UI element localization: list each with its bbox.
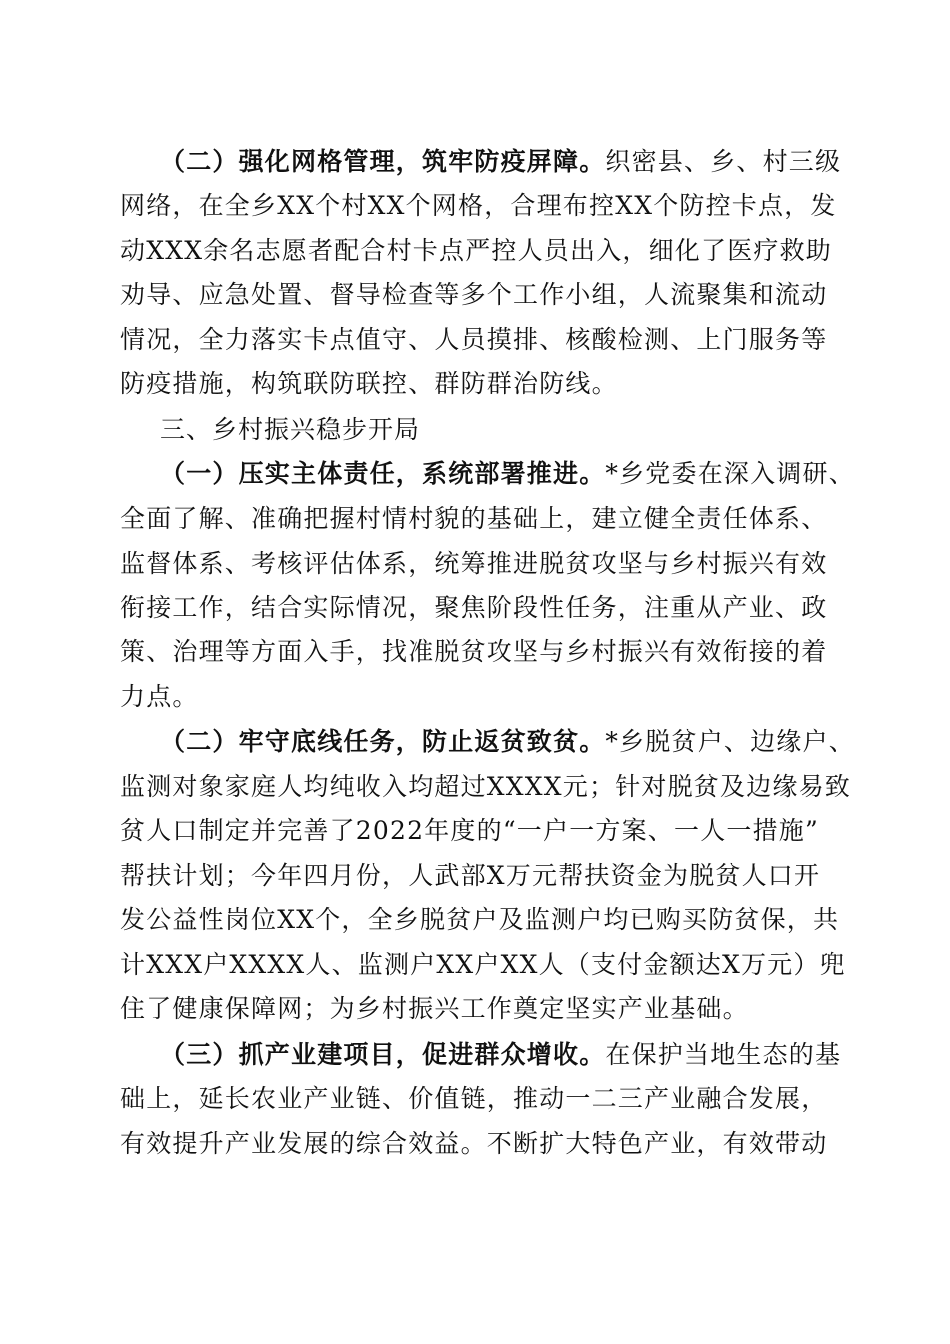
paragraph-line: 帮扶计划；今年四月份，人武部X万元帮扶资金为脱贫人口开 xyxy=(120,861,821,890)
paragraph-line: 网络，在全乡XX个村XX个网格，合理布控XX个防控卡点，发 xyxy=(120,191,837,220)
paragraph-line: 监督体系、考核评估体系，统筹推进脱贫攻坚与乡村振兴有效 xyxy=(120,549,828,578)
paragraph-line: 力点。 xyxy=(120,682,199,711)
paragraph-lead: （二）牢守底线任务，防止返贫致贫。 xyxy=(160,727,606,756)
paragraph-line: 计XXX户XXXX人、监测户XX户XX人（支付金额达X万元）兜 xyxy=(120,950,846,979)
paragraph-line xyxy=(160,140,880,184)
paragraph-line: 发公益性岗位XX个，全乡脱贫户及监测户均已购买防贫保，共 xyxy=(120,905,840,934)
paragraph-line xyxy=(160,452,880,496)
paragraph-line: 情况，全力落实卡点值守、人员摸排、核酸检测、上门服务等 xyxy=(120,325,828,354)
paragraph-line: 贫人口制定并完善了2022年度的“一户一方案、一人一措施” xyxy=(120,816,819,845)
paragraph-line: 防疫措施，构筑联防联控、群防群治防线。 xyxy=(120,369,618,398)
paragraph-line: 有效提升产业发展的综合效益。不断扩大特色产业，有效带动 xyxy=(120,1129,828,1158)
paragraph-line: 策、治理等方面入手，找准脱贫攻坚与乡村振兴有效衔接的着 xyxy=(120,637,828,666)
paragraph-text: *乡党委在深入调研、 xyxy=(605,459,855,488)
paragraph-lead: （二）强化网格管理，筑牢防疫屏障。 xyxy=(160,147,606,176)
paragraph-line: 础上，延长农业产业链、价值链，推动一二三产业融合发展， xyxy=(120,1084,828,1113)
paragraph-line xyxy=(160,720,880,764)
paragraph-line: 住了健康保障网；为乡村振兴工作奠定坚实产业基础。 xyxy=(120,994,749,1023)
paragraph-lead: （一）压实主体责任，系统部署推进。 xyxy=(160,459,606,488)
paragraph-text: 在保护当地生态的基 xyxy=(605,1040,842,1069)
paragraph-lead: （三）抓产业建项目，促进群众增收。 xyxy=(160,1040,606,1069)
paragraph-line: 动XXX余名志愿者配合村卡点严控人员出入，细化了医疗救助 xyxy=(120,236,832,265)
paragraph-text: *乡脱贫户、边缘户、 xyxy=(605,727,855,756)
paragraph-line: 衔接工作，结合实际情况，聚焦阶段性任务，注重从产业、政 xyxy=(120,593,828,622)
paragraph-line: 监测对象家庭人均纯收入均超过XXXX元；针对脱贫及边缘易致 xyxy=(120,772,851,801)
paragraph-line: 劝导、应急处置、督导检查等多个工作小组，人流聚集和流动 xyxy=(120,280,828,309)
paragraph-line xyxy=(160,1033,880,1077)
section-heading: 三、乡村振兴稳步开局 xyxy=(160,415,421,444)
paragraph-text: 织密县、乡、村三级 xyxy=(605,147,842,176)
paragraph-line: 全面了解、准确把握村情村貌的基础上，建立健全责任体系、 xyxy=(120,504,828,533)
